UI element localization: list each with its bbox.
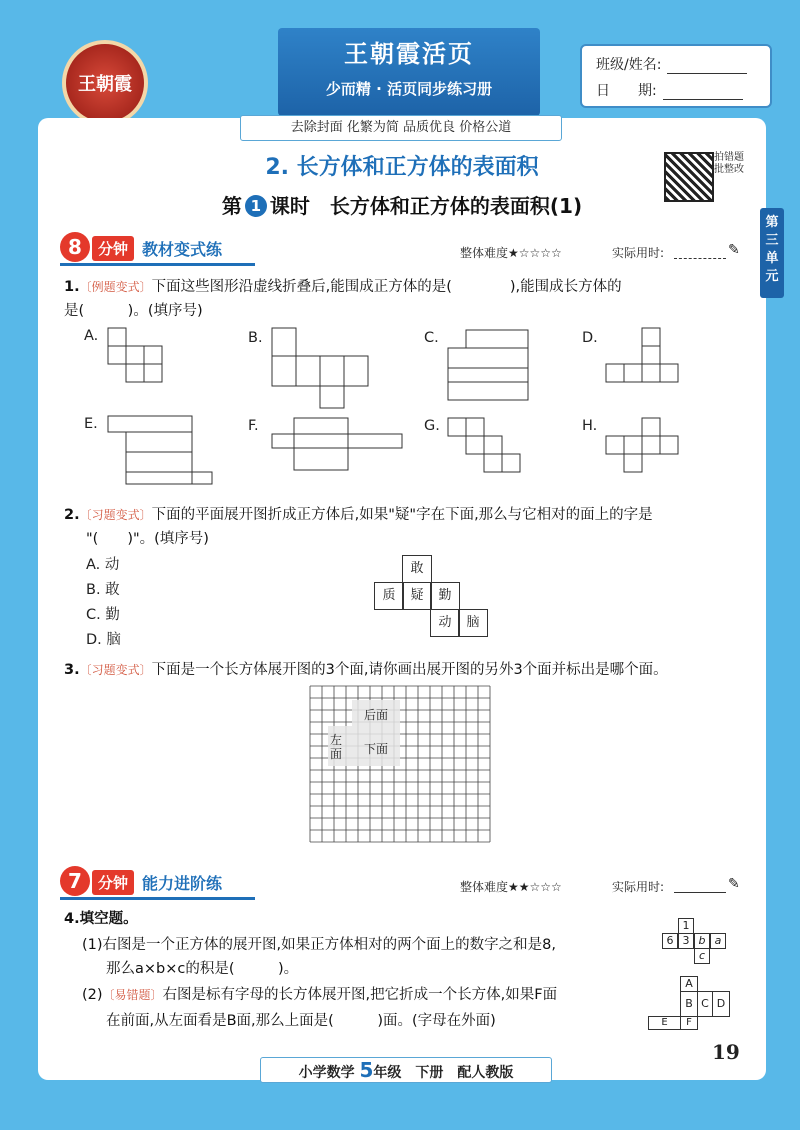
section2-time-label: 实际用时: — [612, 880, 665, 894]
q2-text-a: 下面的平面展开图折成正方体后,如果"疑"字在下面,那么与它相对的面上的字是 — [151, 507, 653, 523]
net-b — [272, 328, 368, 408]
section2-label: 能力进阶练 — [142, 874, 223, 893]
q4-box-cell: F — [680, 1016, 698, 1030]
q1-option-g: G. — [424, 418, 440, 434]
logo-text: 王朝霞 — [78, 74, 132, 95]
q1-option-f: F. — [248, 418, 259, 434]
q2-text-line1 — [64, 504, 754, 526]
footer-grade: 年级 下册 配人教版 — [373, 1065, 514, 1081]
brand-title: 王朝霞活页 — [344, 39, 474, 68]
q1-text-b: 是( )。(填序号) — [64, 303, 203, 319]
q4-cube-cell: c — [694, 948, 710, 964]
q4-box-cell: E — [648, 1016, 681, 1030]
net-e — [108, 416, 212, 484]
q2-net-cell: 脑 — [458, 609, 488, 637]
q1-option-a: A. — [84, 328, 99, 344]
footer-subject: 小学数学 — [298, 1065, 355, 1081]
q2-net-cell: 质 — [374, 582, 404, 610]
q1-option-h: H. — [582, 418, 598, 434]
q2-number: 2. — [64, 507, 80, 523]
q4-cube-cell: 1 — [678, 918, 694, 934]
q1-text-a: 下面这些图形沿虚线折叠后,能围成正方体的是( ),能围成长方体的 — [151, 279, 622, 295]
q4-box-cell: A — [680, 976, 698, 992]
q1-option-c: C. — [424, 330, 439, 346]
net-c — [448, 330, 528, 400]
q2-net-cell: 勤 — [430, 582, 460, 610]
chapter-title: 2. 长方体和正方体的表面积 — [265, 155, 539, 180]
q1-option-b: B. — [248, 330, 263, 346]
q4-part2-text: 右图是标有字母的长方体展开图,把它折成一个长方体,如果F面 — [162, 987, 558, 1003]
lesson-number: 1 — [245, 195, 267, 217]
q3-label-left: 左面 — [330, 733, 343, 761]
pencil-icon: ✎ — [728, 242, 740, 258]
q2-net-cell: 动 — [430, 609, 460, 637]
net-d — [606, 328, 678, 382]
q3-tag: 〔习题变式〕 — [79, 663, 152, 677]
q4-title: 填空题。 — [79, 911, 138, 927]
q2-option-d: D. 脑 — [86, 632, 121, 648]
pencil-icon: ✎ — [728, 876, 740, 892]
q2-net-cell: 疑 — [402, 582, 432, 610]
date-label: 日 期: — [596, 83, 657, 99]
q4-part2-line2: 在前面,从左面看是B面,那么上面是( )面。(字母在外面) — [106, 1013, 496, 1029]
section2-tag: 分钟 — [92, 870, 134, 895]
q3-label-bottom: 下面 — [364, 742, 389, 756]
q3-label-back: 后面 — [364, 708, 389, 722]
footer-bar — [260, 1057, 552, 1083]
brand-tagline: 少而精 · 活页同步练习册 — [325, 80, 493, 98]
q2-net-cell: 敢 — [402, 555, 432, 583]
section2-header — [60, 866, 760, 900]
net-h — [606, 418, 678, 472]
q4-number: 4. — [64, 911, 80, 927]
qr-label: 拍错题批整改 — [714, 152, 744, 175]
q2-option-a: A. 动 — [86, 557, 120, 573]
q4-box-cell: C — [697, 991, 713, 1017]
q3-text: 下面是一个长方体展开图的3个面,请你画出展开图的另外3个面并标出是哪个面。 — [151, 662, 668, 678]
footer-grade-number: 5 — [359, 1058, 374, 1082]
section1-time-label: 实际用时: — [612, 246, 665, 260]
q2-text-b: "( )"。(填序号) — [86, 531, 209, 547]
section1-minutes: 8 — [60, 232, 90, 262]
net-g — [448, 418, 520, 472]
q2-tag: 〔习题变式〕 — [79, 508, 152, 522]
q4-part2-index: (2) — [82, 987, 103, 1003]
section2-minutes: 7 — [60, 866, 90, 896]
lesson-suffix: 课时 长方体和正方体的表面积(1) — [269, 194, 583, 218]
section2-difficulty: 整体难度★★☆☆☆ — [460, 880, 562, 894]
unit-side-tab: 第三单元 — [760, 208, 784, 298]
q1-option-e: E. — [84, 416, 98, 432]
q4-cube-cell: b — [694, 933, 710, 949]
page-number: 19 — [712, 1040, 740, 1064]
q4-part2-line1 — [82, 984, 652, 1006]
motto-bar: 去除封面 化繁为简 品质优良 价格公道 — [240, 115, 562, 141]
q4-cube-cell: 6 — [662, 933, 678, 949]
q1-option-d: D. — [582, 330, 598, 346]
lesson-prefix: 第 — [221, 194, 242, 218]
q2-option-c: C. 勤 — [86, 607, 120, 623]
q4-part1-line1: (1)右图是一个正方体的展开图,如果正方体相对的两个面上的数字之和是8, — [82, 937, 556, 953]
section1-difficulty: 整体难度★☆☆☆☆ — [460, 246, 562, 260]
class-name-label: 班级/姓名: — [596, 57, 662, 73]
q4-part1-line2: 那么a×b×c的积是( )。 — [106, 961, 299, 977]
q4-cube-cell: 3 — [678, 933, 694, 949]
q4-box-cell: D — [712, 991, 730, 1017]
net-f — [272, 418, 402, 470]
section2-underline — [60, 897, 255, 900]
q1-number: 1. — [64, 279, 80, 295]
q4-cube-cell: a — [710, 933, 726, 949]
section1-tag: 分钟 — [92, 236, 134, 261]
section2-time-blank[interactable] — [674, 892, 726, 893]
q2-option-b: B. 敢 — [86, 582, 120, 598]
section1-label: 教材变式练 — [142, 240, 223, 259]
q4-heading — [64, 908, 138, 930]
q3-number: 3. — [64, 662, 80, 678]
q1-tag: 〔例题变式〕 — [79, 280, 152, 294]
q4-part2-tag: 〔易错题〕 — [102, 988, 163, 1002]
net-a — [108, 328, 162, 382]
q3-text-line — [64, 659, 764, 681]
q4-box-cell: B — [680, 991, 698, 1017]
